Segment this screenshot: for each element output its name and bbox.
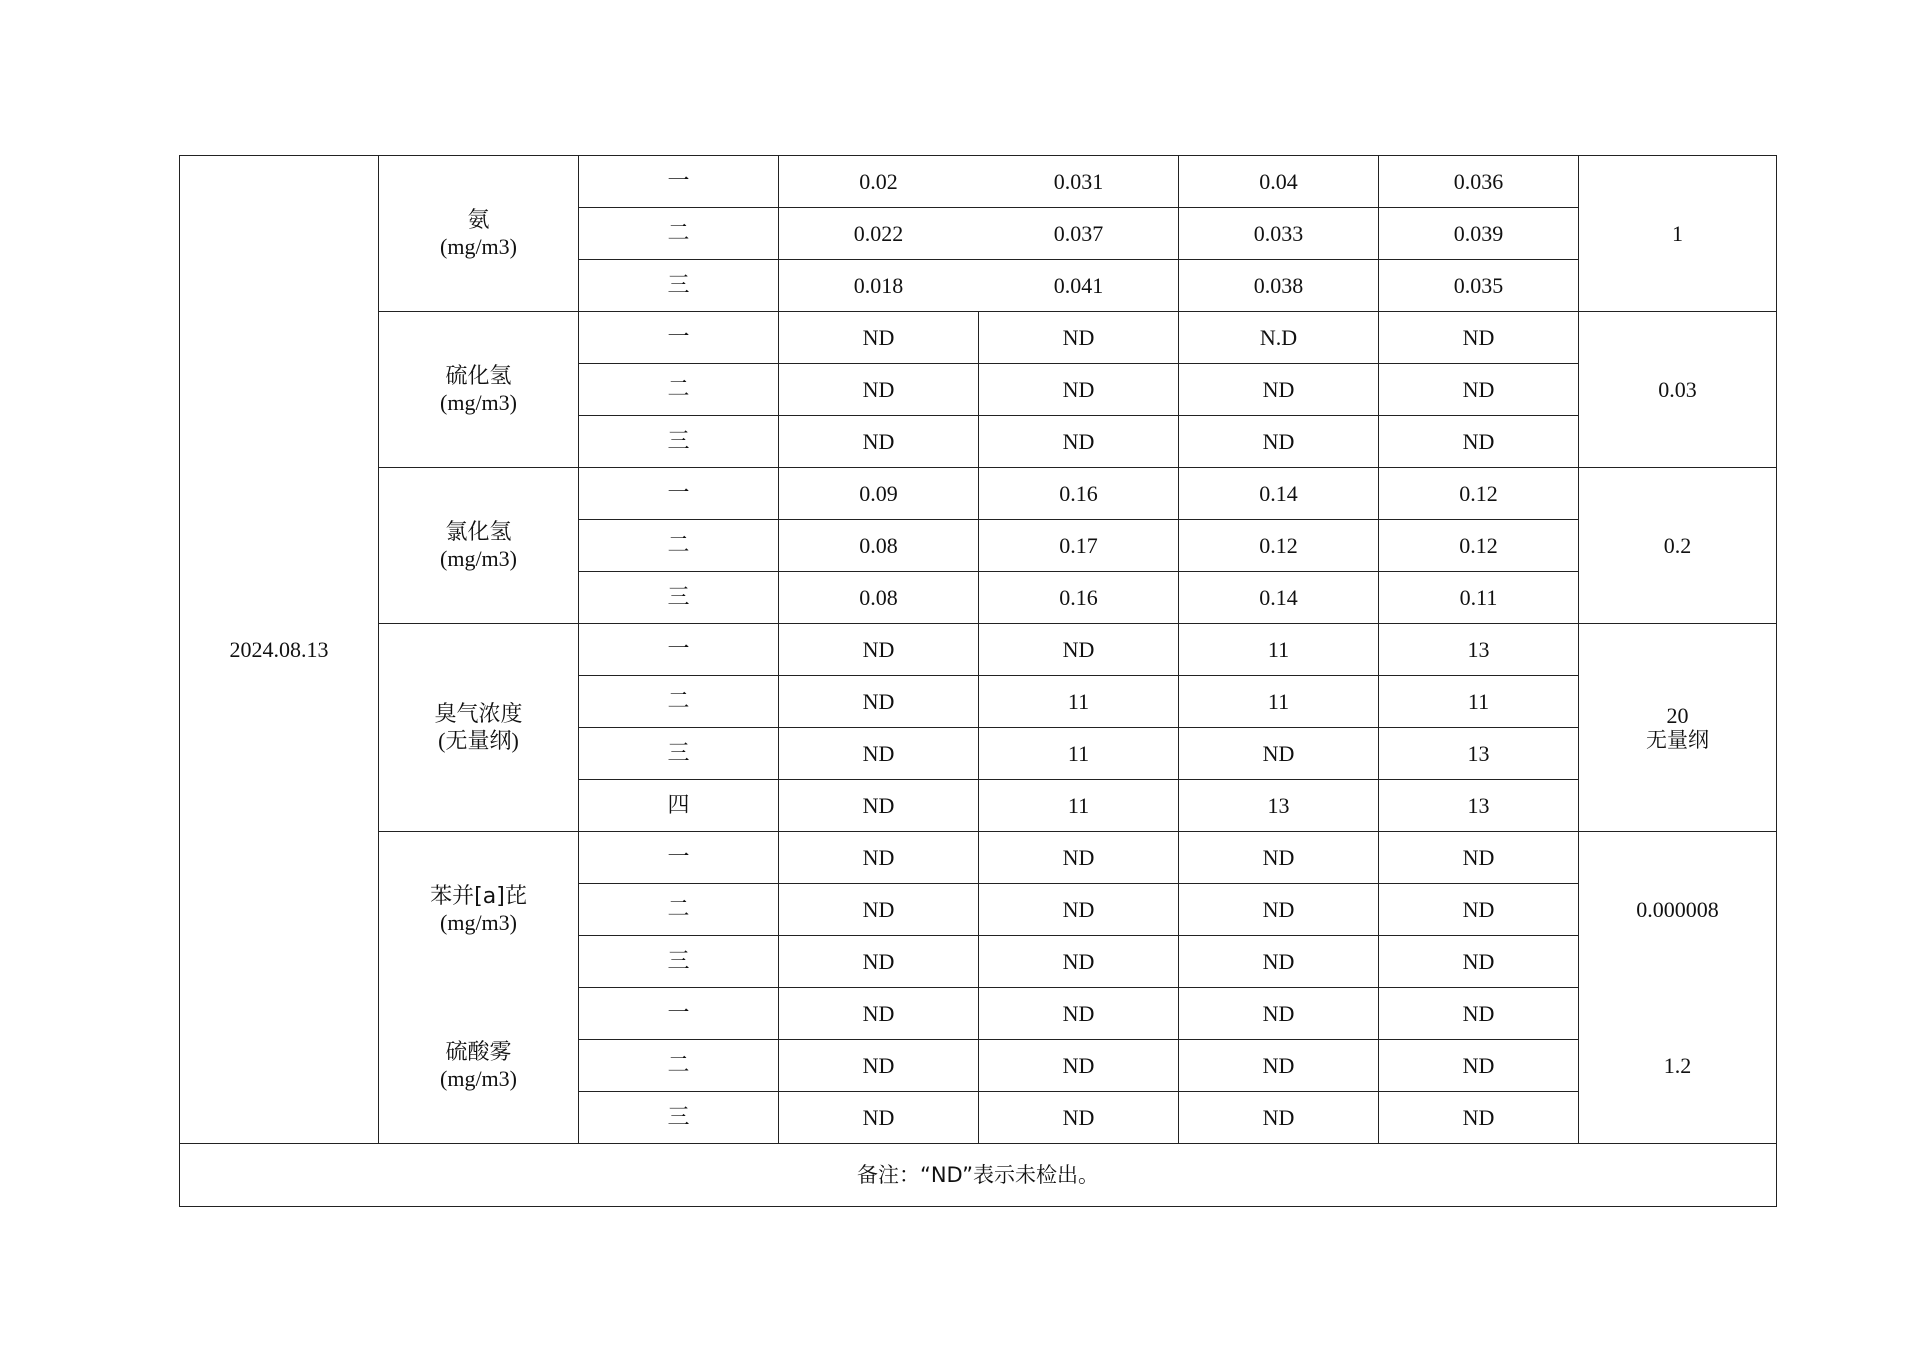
measurement-value: 13 (1379, 780, 1579, 832)
measurement-value: 0.11 (1379, 572, 1579, 624)
measurement-value: ND (1179, 1040, 1379, 1092)
limit-value: 0.2 (1663, 532, 1692, 558)
sampling-round: 三 (579, 936, 779, 988)
sampling-round: 三 (579, 416, 779, 468)
measurement-value: ND (779, 832, 979, 884)
sampling-round: 四 (579, 780, 779, 832)
measurement-value: ND (1379, 312, 1579, 364)
measurement-value: ND (1179, 832, 1379, 884)
pollutant-cell (379, 312, 579, 468)
pollutant-unit: (无量纲) (438, 727, 519, 753)
sampling-round: 一 (579, 624, 779, 676)
measurement-value: ND (779, 780, 979, 832)
measurement-value: 13 (1379, 728, 1579, 780)
measurement-value: ND (1179, 1092, 1379, 1144)
limit-value: 0.03 (1658, 376, 1697, 402)
measurement-value: ND (1179, 364, 1379, 416)
table-row (180, 156, 1777, 208)
measurement-value: 0.16 (979, 468, 1179, 520)
pollutant-name: 氨 (467, 208, 490, 234)
sampling-round: 二 (579, 676, 779, 728)
measurement-value: ND (1179, 728, 1379, 780)
limit-value: 1.2 (1663, 1052, 1692, 1078)
measurement-value: 0.12 (1379, 520, 1579, 572)
table-row (180, 312, 1777, 364)
pollutant-name: 臭气浓度 (434, 702, 523, 728)
sampling-round: 二 (579, 1040, 779, 1092)
measurement-value: 0.035 (1379, 260, 1579, 312)
sampling-round: 三 (579, 728, 779, 780)
measurement-value: ND (979, 884, 1179, 936)
measurement-value: ND (1179, 988, 1379, 1040)
measurement-value: 0.037 (979, 208, 1179, 260)
measurement-value: 11 (979, 728, 1179, 780)
measurement-value: ND (1379, 832, 1579, 884)
measurement-value: 11 (979, 780, 1179, 832)
sampling-round: 二 (579, 520, 779, 572)
measurement-value: ND (979, 988, 1179, 1040)
measurement-value: 0.04 (1179, 156, 1379, 208)
sampling-round: 一 (579, 832, 779, 884)
measurement-value: ND (1179, 936, 1379, 988)
pollutant-unit: (mg/m3) (440, 545, 517, 571)
pollutant-cell (379, 156, 579, 312)
pollutant-unit: (mg/m3) (440, 1065, 517, 1091)
measurement-value: 0.038 (1179, 260, 1379, 312)
measurement-value: ND (1379, 364, 1579, 416)
measurement-value: 0.02 (779, 156, 979, 208)
limit-value-cell (1579, 832, 1777, 988)
sampling-round: 一 (579, 312, 779, 364)
measurement-value: 11 (1379, 676, 1579, 728)
sampling-round: 三 (579, 260, 779, 312)
measurement-value: 0.12 (1179, 520, 1379, 572)
measurement-value: ND (1179, 416, 1379, 468)
table-row (180, 624, 1777, 676)
measurement-value: ND (779, 676, 979, 728)
measurement-value: 13 (1179, 780, 1379, 832)
remark-note: 备注：“ND”表示未检出。 (180, 1144, 1777, 1207)
limit-value: 1 (1672, 220, 1683, 246)
measurement-value: 0.018 (779, 260, 979, 312)
measurement-value: 0.039 (1379, 208, 1579, 260)
limit-value-cell (1579, 156, 1777, 312)
table-row (180, 988, 1777, 1040)
sampling-round: 三 (579, 572, 779, 624)
measurement-value: ND (779, 988, 979, 1040)
measurement-value: 0.036 (1379, 156, 1579, 208)
measurement-value: ND (779, 312, 979, 364)
measurement-value: ND (1379, 1040, 1579, 1092)
pollutant-cell (379, 624, 579, 832)
measurement-value: ND (779, 364, 979, 416)
measurement-value: 0.14 (1179, 572, 1379, 624)
sampling-date: 2024.08.13 (180, 156, 379, 1144)
measurement-value: ND (779, 624, 979, 676)
measurement-value: N.D (1179, 312, 1379, 364)
measurement-value: ND (779, 884, 979, 936)
limit-value-cell (1579, 468, 1777, 624)
table-body (180, 156, 1777, 1207)
measurement-value: 0.16 (979, 572, 1179, 624)
limit-value-cell (1579, 312, 1777, 468)
measurement-value: ND (1379, 884, 1579, 936)
measurement-value: 11 (1179, 676, 1379, 728)
measurement-value: ND (779, 936, 979, 988)
measurement-value: ND (1379, 936, 1579, 988)
measurement-value: ND (1179, 884, 1379, 936)
limit-unit: 无量纲 (1646, 728, 1709, 753)
measurement-value: 0.14 (1179, 468, 1379, 520)
measurement-value: ND (1379, 988, 1579, 1040)
measurement-value: ND (979, 416, 1179, 468)
measurement-value: ND (979, 832, 1179, 884)
measurement-value: ND (979, 312, 1179, 364)
sampling-round: 一 (579, 156, 779, 208)
measurement-value: 0.041 (979, 260, 1179, 312)
measurement-value: ND (979, 1040, 1179, 1092)
measurement-value: ND (779, 1040, 979, 1092)
limit-value-cell (1579, 624, 1777, 832)
measurement-value: 13 (1379, 624, 1579, 676)
measurement-value: 0.08 (779, 520, 979, 572)
measurement-value: 0.08 (779, 572, 979, 624)
measurement-value: 11 (979, 676, 1179, 728)
pollutant-name: 氯化氢 (445, 520, 512, 546)
table-row (180, 468, 1777, 520)
pollutant-name: 硫酸雾 (445, 1040, 512, 1066)
measurement-value: ND (979, 624, 1179, 676)
sampling-round: 二 (579, 884, 779, 936)
pollutant-unit: (mg/m3) (440, 389, 517, 415)
measurement-value: 0.12 (1379, 468, 1579, 520)
measurement-value: 11 (1179, 624, 1379, 676)
limit-value: 0.000008 (1636, 896, 1719, 922)
pollutant-name: 苯并[a]芘 (430, 884, 527, 910)
sampling-round: 一 (579, 988, 779, 1040)
sampling-round: 二 (579, 208, 779, 260)
measurement-value: 0.09 (779, 468, 979, 520)
pollutant-name: 硫化氢 (445, 364, 512, 390)
remark-row (180, 1144, 1777, 1207)
measurement-value: ND (779, 728, 979, 780)
pollutant-unit: (mg/m3) (440, 233, 517, 259)
measurement-value: ND (1379, 1092, 1579, 1144)
monitoring-results-table (179, 155, 1777, 1207)
pollutant-cell (379, 468, 579, 624)
limit-value: 20 (1666, 702, 1689, 728)
measurement-value: ND (979, 364, 1179, 416)
limit-value-cell (1579, 988, 1777, 1144)
measurement-value: 0.031 (979, 156, 1179, 208)
measurement-value: 0.033 (1179, 208, 1379, 260)
measurement-value: ND (779, 416, 979, 468)
measurement-value: ND (979, 936, 1179, 988)
sampling-round: 三 (579, 1092, 779, 1144)
measurement-value: ND (979, 1092, 1179, 1144)
table-row (180, 832, 1777, 884)
pollutant-unit: (mg/m3) (440, 909, 517, 935)
pollutant-cell (379, 988, 579, 1144)
sampling-round: 二 (579, 364, 779, 416)
measurement-value: ND (1379, 416, 1579, 468)
measurement-value: 0.17 (979, 520, 1179, 572)
sampling-round: 一 (579, 468, 779, 520)
measurement-value: ND (779, 1092, 979, 1144)
pollutant-cell (379, 832, 579, 988)
measurement-value: 0.022 (779, 208, 979, 260)
